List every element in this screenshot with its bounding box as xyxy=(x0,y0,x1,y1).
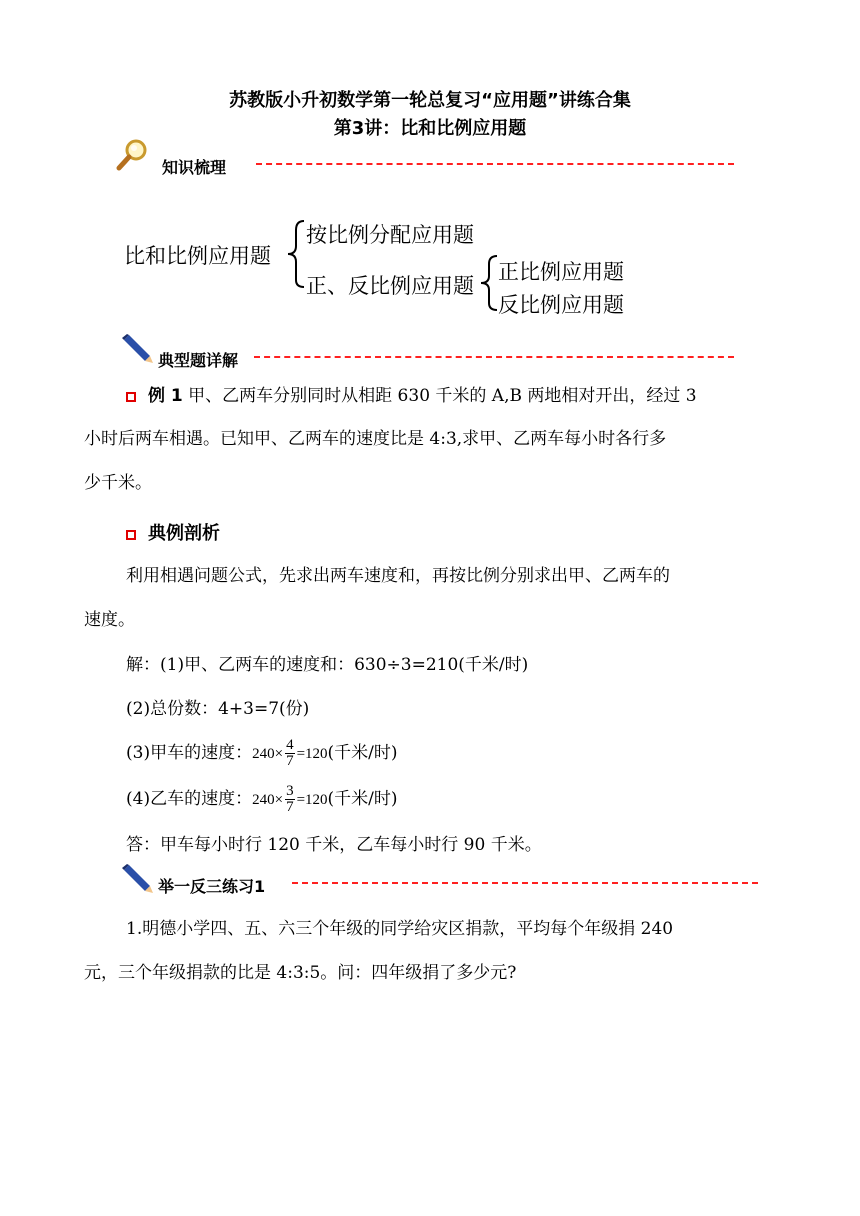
pencil-icon xyxy=(120,864,154,894)
step-4-label: (4)乙车的速度： xyxy=(126,789,253,809)
step-3-label: (3)甲车的速度： xyxy=(126,743,253,763)
section-practice-label: 举一反三练习1 xyxy=(158,877,266,896)
step-4-expr: 240× xyxy=(252,792,284,808)
section-knowledge-label: 知识梳理 xyxy=(162,158,227,177)
step-3-unit: (千米/时) xyxy=(327,743,398,763)
example-1-line-3: 少千米。 xyxy=(84,473,152,493)
analysis-line-1: 利用相遇问题公式，先求出两车速度和，再按比例分别求出甲、乙两车的 xyxy=(126,566,670,586)
solution-step-3 xyxy=(126,736,398,771)
step-3-expr: 240× xyxy=(252,746,284,762)
section-divider xyxy=(292,882,758,884)
solution-step-1: 解：(1)甲、乙两车的速度和：630÷3=210(千米/时) xyxy=(126,655,529,675)
page-title: 苏教版小升初数学第一轮总复习“应用题”讲练合集 xyxy=(229,90,631,111)
page-subtitle: 第3讲：比和比例应用题 xyxy=(333,118,527,139)
red-square-icon xyxy=(126,392,136,402)
solution-step-2: (2)总份数：4+3=7(份) xyxy=(126,699,310,719)
brace-icon xyxy=(478,254,500,312)
analysis-label: 典例剖析 xyxy=(148,523,220,544)
example-1-text: 甲、乙两车分别同时从相距 630 千米的 A,B 两地相对开出，经过 3 xyxy=(182,386,697,406)
solution-answer: 答：甲车每小时行 120 千米，乙车每小时行 90 千米。 xyxy=(126,835,542,855)
section-examples-label: 典型题详解 xyxy=(158,351,239,370)
analysis-heading xyxy=(126,519,220,545)
example-1-line-1 xyxy=(84,379,784,413)
tree-root: 比和比例应用题 xyxy=(124,244,271,268)
tree-leaf-inverse: 反比例应用题 xyxy=(498,293,624,317)
step-4-result: =120 xyxy=(296,792,328,808)
section-divider xyxy=(254,356,734,358)
example-1-label: 例 1 xyxy=(148,386,183,406)
tree-branch-direct-inverse: 正、反比例应用题 xyxy=(306,274,474,298)
solution-step-4 xyxy=(126,782,398,817)
practice-1-line-2: 元，三个年级捐款的比是 4:3:5。问：四年级捐了多少元? xyxy=(84,963,517,983)
analysis-line-2: 速度。 xyxy=(84,610,135,630)
magnifier-icon xyxy=(116,138,150,172)
step-3-result: =120 xyxy=(296,746,328,762)
practice-1-line-1: 1.明德小学四、五、六三个年级的同学给灾区捐款，平均每个年级捐 240 xyxy=(126,919,674,939)
section-divider xyxy=(256,163,734,165)
tree-leaf-direct: 正比例应用题 xyxy=(498,260,624,284)
example-1-line-2: 小时后两车相遇。已知甲、乙两车的速度比是 4:3,求甲、乙两车每小时各行多 xyxy=(84,429,667,449)
step-3-fraction: $\frac{4}{7}$ xyxy=(286,737,294,769)
pencil-icon xyxy=(120,334,154,364)
red-square-icon xyxy=(126,530,136,540)
step-4-unit: (千米/时) xyxy=(327,789,398,809)
brace-icon xyxy=(284,218,308,290)
tree-branch-proportional-distribution: 按比例分配应用题 xyxy=(306,223,474,247)
step-4-fraction: $\frac{3}{7}$ xyxy=(286,783,294,815)
